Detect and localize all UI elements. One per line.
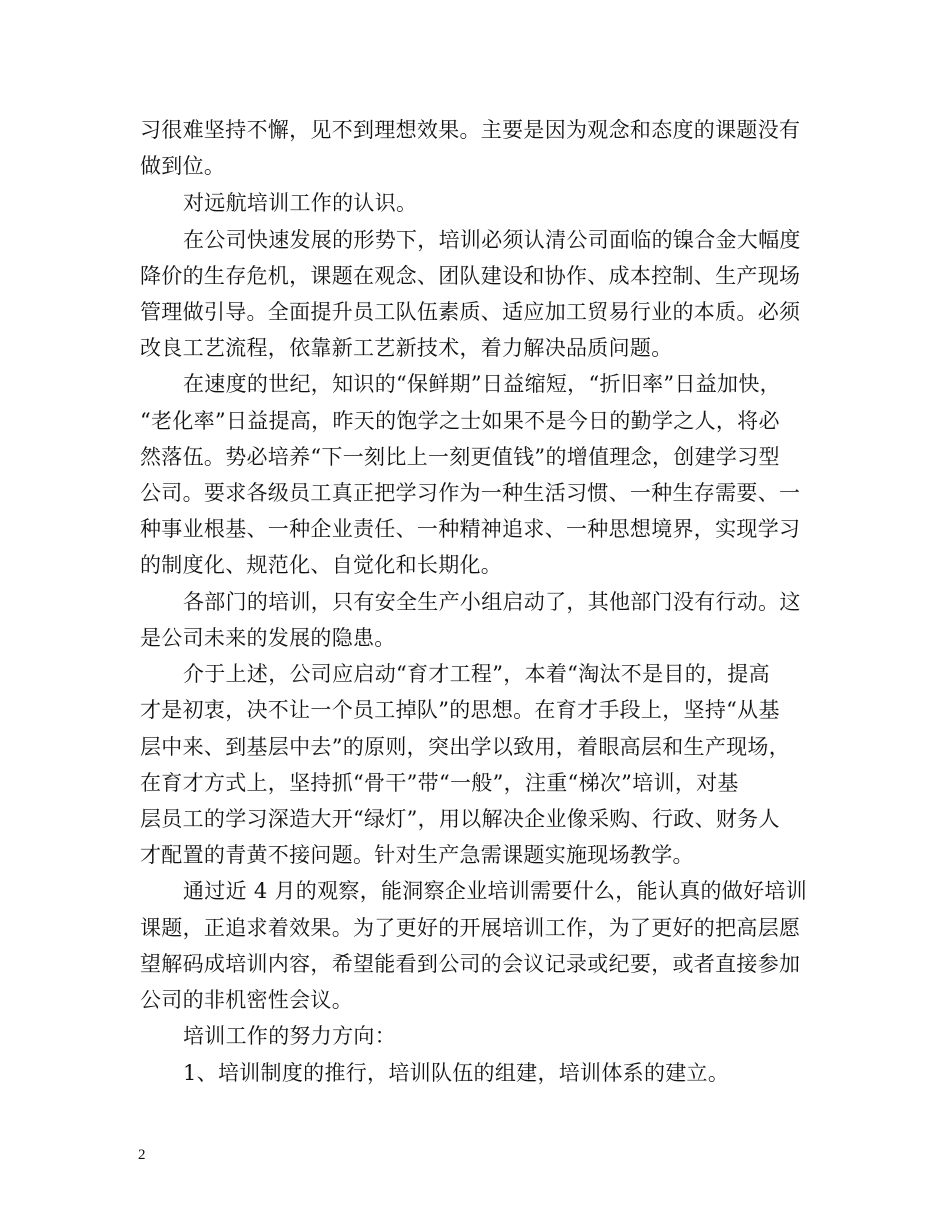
text-line: 做到位。 [140, 154, 226, 178]
text-line: 改良工艺流程，依靠新工艺新技术，着力解决品质问题。 [140, 336, 673, 360]
text-line: 各部门的培训，只有安全生产小组启动了，其他部门没有行动。这 [183, 590, 801, 614]
text-line: 在育才方式上，坚持抓“骨干”带“一般”，注重“梯次”培训，对基 [140, 771, 739, 795]
page-number: 2 [138, 1147, 146, 1163]
text-line: 1、培训制度的推行，培训队伍的组建，培训体系的建立。 [183, 1061, 730, 1085]
text-line: 管理做引导。全面提升员工队伍素质、适应加工贸易行业的本质。必须 [140, 300, 801, 324]
text-line: 种事业根基、一种企业责任、一种精神追求、一种思想境界，实现学习 [140, 517, 801, 541]
text-line: 望解码成培训内容，希望能看到公司的会议记录或纪要，或者直接参加 [140, 952, 801, 976]
text-line: 在公司快速发展的形势下，培训必须认清公司面临的镍合金大幅度 [183, 228, 801, 252]
text-line: 在速度的世纪，知识的“保鲜期”日益缩短，“折旧率”日益加快， [183, 372, 781, 396]
text-line: 公司的非机密性会议。 [140, 988, 353, 1012]
text-line: 降价的生存危机，课题在观念、团队建设和协作、成本控制、生产现场 [140, 264, 801, 288]
text-line: 公司。要求各级员工真正把学习作为一种生活习惯、一种生存需要、一 [140, 481, 801, 505]
text-line: 层员工的学习深造大开“绿灯”，用以解决企业像采购、行政、财务人 [140, 807, 780, 831]
text-line: 才是初衷，决不让一个员工掉队”的思想。在育才手段上，坚持“从基 [140, 698, 780, 722]
text-line: 的制度化、规范化、自觉化和长期化。 [140, 553, 503, 577]
text-line: 然落伍。势必培养“下一刻比上一刻更值钱”的增值理念，创建学习型 [140, 445, 780, 469]
text-line: 课题，正追求着效果。为了更好的开展培训工作，为了更好的把高层愿 [140, 916, 801, 940]
text-line: 是公司未来的发展的隐患。 [140, 626, 396, 650]
text-line: 对远航培训工作的认识。 [183, 191, 418, 215]
text-line: “老化率”日益提高，昨天的饱学之士如果不是今日的勤学之人，将必 [140, 409, 780, 433]
text-line: 通过近 4 月的观察，能洞察企业培训需要什么，能认真的做好培训 [183, 879, 808, 903]
text-line: 培训工作的努力方向： [183, 1024, 396, 1048]
text-line: 介于上述，公司应启动“育才工程”，本着“淘汰不是目的，提高 [183, 662, 770, 686]
text-line: 层中来、到基层中去”的原则，突出学以致用，着眼高层和生产现场， [140, 735, 791, 759]
text-line: 才配置的青黄不接问题。针对生产急需课题实施现场教学。 [140, 843, 694, 867]
text-line: 习很难坚持不懈，见不到理想效果。主要是因为观念和态度的课题没有 [140, 118, 801, 142]
